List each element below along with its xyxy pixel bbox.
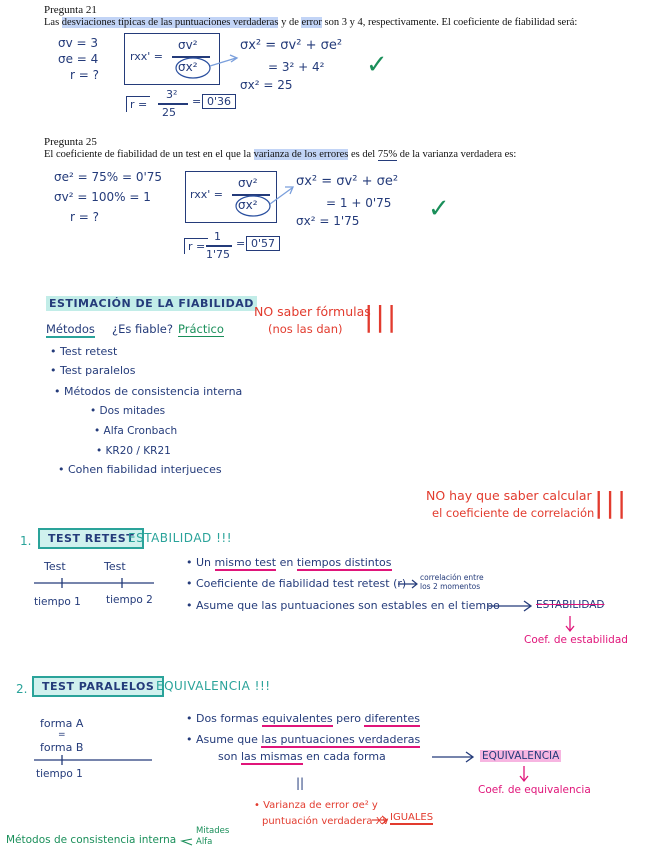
q25-eq-1: σx² = σv² + σe² xyxy=(296,174,399,189)
method-item-test-retest: • Test retest xyxy=(50,345,118,358)
s2-parallel-mark: || xyxy=(296,776,305,790)
q21-check-icon: ✓ xyxy=(366,50,388,80)
s2-red-note-2: puntuación verdadera Xv xyxy=(262,816,389,827)
note-nos-las-dan: (nos las dan) xyxy=(268,322,343,336)
q25-highlight-1: varianza de los errores xyxy=(253,149,349,160)
q21-highlight-1: desviaciones típicas de las puntuaciones verdaderas xyxy=(61,17,279,28)
note-no-formulas: NO saber fórmulas xyxy=(254,304,371,319)
metodos-label: Métodos xyxy=(46,322,95,336)
q21-result-numerator: 3² xyxy=(166,88,178,101)
s1-bullet-1-tiempos-distintos: tiempos distintos xyxy=(296,556,392,569)
s2-bullet-1-b: pero xyxy=(332,712,365,725)
q25-check-icon: ✓ xyxy=(428,194,450,224)
timeline-tiempo-1: tiempo 1 xyxy=(34,596,81,608)
note-coef-correlacion: el coeficiente de correlación xyxy=(432,506,595,520)
method-item-test-paralelos: • Test paralelos xyxy=(50,364,136,377)
q25-formula-numerator: σv² xyxy=(238,176,258,190)
s2-bullet-1-a: • Dos formas xyxy=(186,712,263,725)
s2-bullet-2-puntuaciones: las puntuaciones verdaderas xyxy=(261,733,421,746)
q25-result-denominator: 1'75 xyxy=(206,248,231,261)
q21-text-c: son 3 y 4, respectivamente. El coeficiente de fiabilidad será: xyxy=(321,17,578,28)
q25-result-lhs: r = xyxy=(184,238,208,254)
q21-given-3: r = ? xyxy=(70,68,99,82)
s1-bullet-3: • Asume que las puntuaciones son estables en el tiempo xyxy=(186,599,500,612)
s1-estabilidad-word: ESTABILIDAD xyxy=(536,599,605,611)
s1-note-correlacion: correlación entre xyxy=(420,573,484,582)
section-1-number: 1. xyxy=(20,534,32,548)
q25-eq-2: = 1 + 0'75 xyxy=(326,196,392,210)
footer-consistencia-interna: Métodos de consistencia interna xyxy=(6,834,177,846)
q21-text-b: y de xyxy=(278,17,302,28)
q21-result-equals: = xyxy=(192,95,202,108)
s2-bullet-2-las-mismas: las mismas xyxy=(240,750,303,763)
q21-given-1: σv = 3 xyxy=(58,36,99,50)
s2-equivalencia-word: EQUIVALENCIA xyxy=(482,750,560,762)
q25-given-1: σe² = 75% = 0'75 xyxy=(54,170,163,184)
red-bars-2: ||| xyxy=(594,486,629,519)
timeline-test-1: Test xyxy=(44,560,66,573)
es-fiable-question: ¿Es fiable? xyxy=(112,322,173,336)
s2-red-note-1: • Varianza de error σe² y xyxy=(254,800,378,811)
q21-eq-2: = 3² + 4² xyxy=(268,60,325,74)
timeline-tiempo-2: tiempo 2 xyxy=(106,594,153,606)
q21-text-a: Las xyxy=(44,17,62,28)
estimacion-heading: ESTIMACIÓN DE LA FIABILIDAD xyxy=(46,296,257,311)
q25-text-b: es del xyxy=(348,149,378,160)
s2-bullet-1-equivalentes: equivalentes xyxy=(262,712,333,725)
method-subitem-kr: • KR20 / KR21 xyxy=(96,445,171,457)
s1-bullet-1-mismo-test: mismo test xyxy=(214,556,277,569)
note-no-calcular: NO hay que saber calcular xyxy=(426,488,592,503)
s1-coef-estabilidad: Coef. de estabilidad xyxy=(524,634,628,646)
q21-formula-numerator: σv² xyxy=(178,38,198,52)
section-2-box: TEST PARALELOS xyxy=(32,676,164,697)
timeline-2-tiempo-1: tiempo 1 xyxy=(36,768,83,780)
section-2-label: EQUIVALENCIA !!! xyxy=(156,679,271,693)
q25-text-c: de la varianza verdadera es: xyxy=(397,149,517,160)
q21-result-lhs: r = xyxy=(126,96,150,112)
q25-highlight-2: 75% xyxy=(377,149,398,160)
q25-given-3: r = ? xyxy=(70,210,99,224)
timeline-test-2: Test xyxy=(104,560,126,573)
s1-bullet-1-a: • Un xyxy=(186,556,215,569)
q25-result-numerator: 1 xyxy=(214,230,221,243)
q25-result-equals: = xyxy=(236,237,246,250)
method-subitem-alfa: • Alfa Cronbach xyxy=(94,425,178,437)
s1-bullet-2: • Coeficiente de fiabilidad test retest (r) xyxy=(186,577,407,590)
q25-formula-denominator: σx² xyxy=(238,198,258,212)
s2-coef-equivalencia: Coef. de equivalencia xyxy=(478,784,591,796)
s2-bullet-2-son: son xyxy=(218,750,241,763)
q25-text-a: El coeficiente de fiabilidad de un test en el que la xyxy=(44,149,254,160)
section-1-label: ESTABILIDAD !!! xyxy=(128,531,233,545)
s1-bullet-1-b: en xyxy=(276,556,297,569)
q25-eq-3: σx² = 1'75 xyxy=(296,214,360,228)
method-item-cohen: • Cohen fiabilidad interjueces xyxy=(58,463,222,476)
s2-bullet-1-diferentes: diferentes xyxy=(364,712,420,725)
s2-iguales: IGUALES xyxy=(390,812,434,823)
footer-mitades: Mitades xyxy=(196,826,230,836)
q21-highlight-2: error xyxy=(301,17,322,28)
q25-given-2: σv² = 100% = 1 xyxy=(54,190,151,204)
timeline-forma-b: forma B xyxy=(40,741,84,754)
q25-result-value: 0'57 xyxy=(246,236,280,251)
q21-eq-1: σx² = σv² + σe² xyxy=(240,38,343,53)
q25-formula-lhs: rxx' = xyxy=(190,188,223,201)
practico-label: Práctico xyxy=(178,322,224,336)
q21-result-denominator: 25 xyxy=(162,106,176,119)
q25-title: Pregunta 25 xyxy=(44,136,97,148)
timeline-equals: = xyxy=(58,730,66,740)
footer-alfa: Alfa xyxy=(196,837,213,847)
s1-note-momentos: los 2 momentos xyxy=(420,582,481,591)
s2-bullet-2-a: • Asume que xyxy=(186,733,262,746)
q21-result-value: 0'36 xyxy=(202,94,236,109)
section-1-box: TEST RETEST xyxy=(38,528,144,549)
timeline-forma-a: forma A xyxy=(40,717,84,730)
section-2-number: 2. xyxy=(16,682,28,696)
q21-formula-denominator: σx² xyxy=(178,60,198,74)
method-subitem-dos-mitades: • Dos mitades xyxy=(90,405,166,417)
q21-eq-3: σx² = 25 xyxy=(240,78,293,92)
q21-given-2: σe = 4 xyxy=(58,52,99,66)
s2-bullet-2-cada-forma: en cada forma xyxy=(302,750,386,763)
q21-formula-lhs: rxx' = xyxy=(130,50,163,63)
q21-title: Pregunta 21 xyxy=(44,4,97,16)
red-bars-1: ||| xyxy=(364,300,399,333)
method-item-consistencia: • Métodos de consistencia interna xyxy=(54,385,243,398)
